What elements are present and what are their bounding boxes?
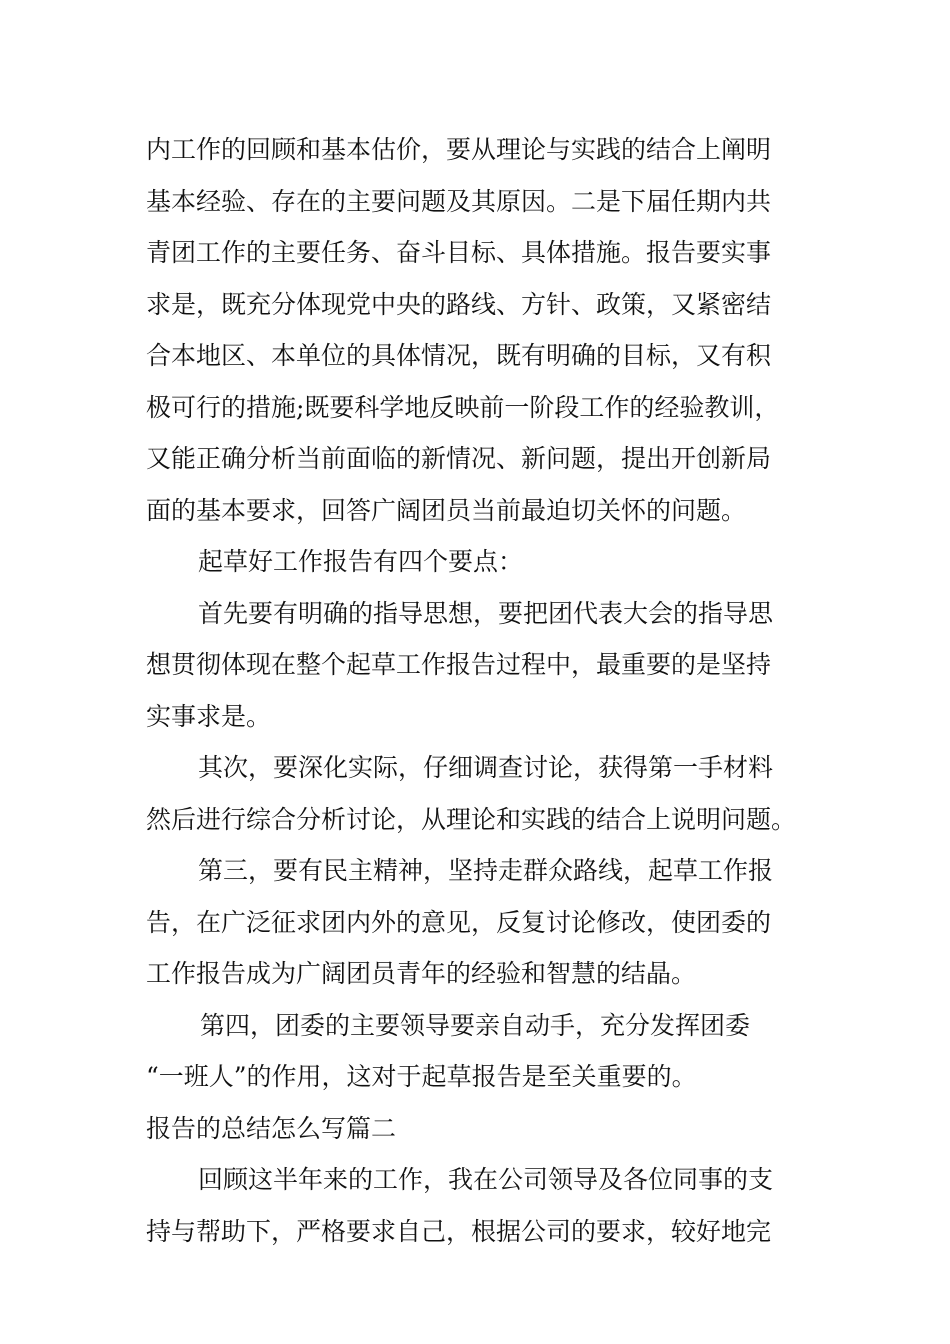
section-heading: 报告的总结怎么写篇二 — [146, 1113, 397, 1143]
text-line: 实事求是。 — [146, 701, 272, 731]
text-line: 告，在广泛征求团内外的意见，反复讨论修改，使团委的 — [146, 907, 772, 937]
text-line: 第四，团委的主要领导要亲自动手，充分发挥团委 — [200, 1010, 751, 1040]
text-line: 合本地区、本单位的具体情况，既有明确的目标，又有积 — [146, 341, 772, 370]
text-line: 极可行的措施;既要科学地反映前一阶段工作的经验教训， — [146, 392, 780, 422]
paragraph-report-content — [146, 124, 806, 536]
paragraph-point-first — [146, 588, 806, 743]
paragraph-four-points-intro — [146, 536, 806, 588]
paragraph-point-fourth — [146, 1000, 806, 1103]
text-line: 又能正确分析当前面临的新情况、新问题，提出开创新局 — [146, 444, 772, 473]
text-line: 内工作的回顾和基本估价，要从理论与实践的结合上阐明 — [146, 135, 772, 164]
text-line: 工作报告成为广阔团员青年的经验和智慧的结晶。 — [146, 959, 697, 988]
paragraph-review — [146, 1154, 806, 1257]
text-line: 其次，要深化实际，仔细调查讨论，获得第一手材料 — [198, 753, 774, 782]
text-line: 第三，要有民主精神，坚持走群众路线，起草工作报 — [198, 856, 774, 885]
paragraph-point-second — [146, 742, 806, 845]
text-line: 面的基本要求，回答广阔团员当前最迫切关怀的问题。 — [146, 495, 747, 525]
text-line: 求是，既充分体现党中央的路线、方针、政策，又紧密结 — [146, 289, 772, 319]
text-line: “一班人”的作用，这对于起草报告是至关重要的。 — [146, 1062, 697, 1091]
text-line: 基本经验、存在的主要问题及其原因。二是下届任期内共 — [146, 186, 772, 216]
text-line: 起草好工作报告有四个要点： — [198, 547, 524, 576]
paragraph-point-third — [146, 845, 806, 1000]
text-line: 回顾这半年来的工作，我在公司领导及各位同事的支 — [198, 1165, 774, 1194]
document-body — [146, 124, 806, 1257]
text-line: 然后进行综合分析讨论，从理论和实践的结合上说明问题。 — [146, 804, 797, 834]
text-line: 青团工作的主要任务、奋斗目标、具体措施。报告要实事 — [146, 238, 772, 267]
text-line: 首先要有明确的指导思想，要把团代表大会的指导思 — [198, 598, 774, 628]
text-line: 持与帮助下，严格要求自己，根据公司的要求，较好地完 — [146, 1216, 772, 1246]
text-line: 想贯彻体现在整个起草工作报告过程中，最重要的是坚持 — [146, 650, 772, 679]
